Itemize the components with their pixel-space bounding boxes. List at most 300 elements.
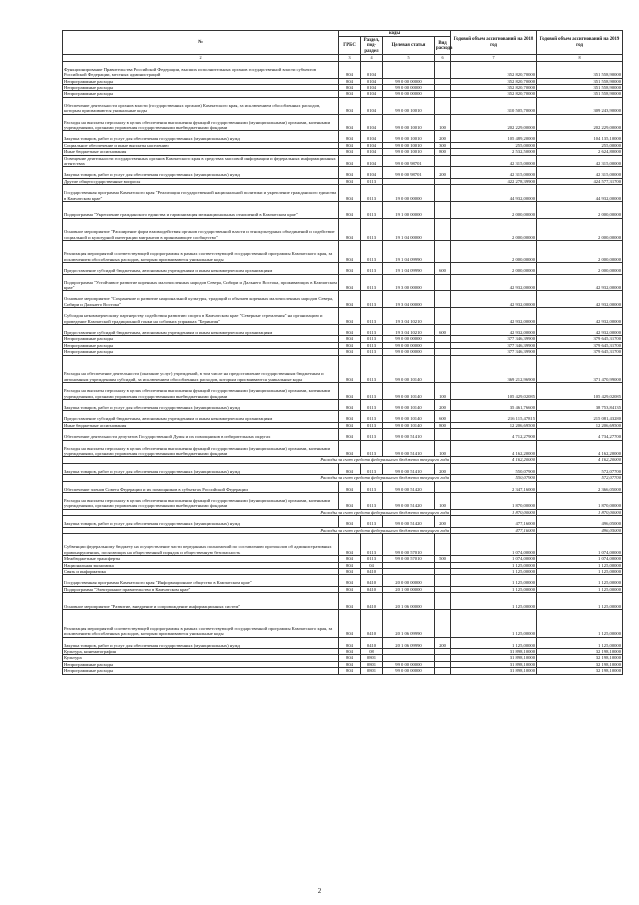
name-cell: Обеспечение деятельности органов власти (государственных органов) Камчатского края, за исключением обособленных расходов, которым присваиваются уникальные коды (63, 97, 339, 114)
name-cell: Государственная программа Камчатского края "Реализация государственной национальной политики и укрепление гражданского единства в Камчатском крае" (63, 185, 339, 202)
index-cell: 3 (339, 55, 361, 61)
cel-statya-cell: 99 0 00 10010 (383, 131, 435, 142)
table-row (63, 61, 623, 78)
table-body (63, 55, 623, 674)
amount-2019-cell: 351 558,90000 (537, 85, 623, 91)
name-cell: Социальное обеспечение и иные выплаты населению (63, 142, 339, 148)
razdel-cell: 0113 (361, 440, 383, 457)
razdel-cell: 0113 (361, 463, 383, 474)
table-row (63, 308, 623, 325)
vid-cell (435, 291, 451, 308)
name-cell: Обеспечение деятельности депутатов Государственной Думы и их помощников в избирательных округах (63, 429, 339, 440)
razdel-cell: 0801 (361, 661, 383, 667)
name-cell: Закупка товаров, работ и услуг для обеспечения государственных (муниципальных) нужд (63, 167, 339, 178)
amount-2018-cell: 352 820,70000 (451, 78, 537, 84)
razdel-cell: 0104 (361, 78, 383, 84)
amount-2018-cell: 377 346,39900 (451, 349, 537, 355)
cel-statya-cell: 20 1 06 00000 (383, 593, 435, 610)
vid-cell: 200 (435, 167, 451, 178)
razdel-cell: 04 (361, 562, 383, 568)
grbs-cell: 804 (339, 114, 361, 131)
grbs-cell: 804 (339, 637, 361, 648)
name-cell: Закупка товаров, работ и услуг для обеспечения государственных (муниципальных) нужд (63, 399, 339, 410)
amount-2018-cell: 422 278,39900 (451, 178, 537, 184)
cel-statya-cell: 99 0 00 00000 (383, 336, 435, 342)
grbs-cell: 804 (339, 91, 361, 97)
table-row (63, 440, 623, 457)
name-cell: Непрограммные расходы (63, 85, 339, 91)
amount-2018-cell: 1 074,00000 (451, 533, 537, 555)
amount-2018-cell: 352 820,70000 (451, 91, 537, 97)
amount-2018-cell: 255,00000 (451, 142, 537, 148)
amount-2019-cell: 379 645,31700 (537, 349, 623, 355)
vid-cell: 100 (435, 383, 451, 400)
name-cell: Расходы на выплаты персоналу в целях обеспечения выполнения функций государственными (муниципальными) органами, казенными учреждениями, органами управления государственными внебюджетными фондами (63, 383, 339, 400)
razdel-cell: 0113 (361, 263, 383, 274)
name-cell: Закупка товаров, работ и услуг для обеспечения государственных (муниципальных) нужд (63, 516, 339, 527)
table-row (63, 202, 623, 219)
grbs-cell: 804 (339, 668, 361, 674)
razdel-cell: 0801 (361, 655, 383, 661)
amount-2019-cell: 351 558,90000 (537, 61, 623, 78)
amount-2019-cell: 496,05000 (537, 516, 623, 527)
name-cell: Расходы на выплаты персоналу в целях обеспечения выполнения функций государственными (муниципальными) органами, казенными учреждениями, органами управления государственными внебюджетными фондами (63, 492, 339, 509)
vid-cell: 500 (435, 556, 451, 562)
name-cell: Закупка товаров, работ и услуг для обеспечения государственных (муниципальных) нужд (63, 637, 339, 648)
vid-cell (435, 202, 451, 219)
grbs-cell: 804 (339, 274, 361, 291)
amount-2018-cell: 352 820,70000 (451, 85, 537, 91)
cel-statya-cell: 19 3 04 10210 (383, 324, 435, 335)
razdel-cell: 0113 (361, 324, 383, 335)
name-cell: Государственная программа Камчатского края "Информационное общество в Камчатском крае" (63, 575, 339, 586)
amount-2018-cell: 377 346,39900 (451, 342, 537, 348)
amount-2019-cell: 2 000,00000 (537, 218, 623, 240)
name-cell: Реализация мероприятий соответствующей подпрограммы в рамках соответствующей государственной программы Камчатского края, за исключением обособленных расходов, которым присваиваются уникальные коды (63, 241, 339, 263)
razdel-cell: 0410 (361, 568, 383, 574)
cel-statya-cell: 99 0 00 10010 (383, 114, 435, 131)
amount-2018-cell: 550,07900 (451, 463, 537, 474)
vid-cell: 200 (435, 463, 451, 474)
vid-cell (435, 308, 451, 325)
amount-2018-cell: 35 461,76600 (451, 399, 537, 410)
cel-statya-cell: 99 0 00 00000 (383, 668, 435, 674)
name-cell: Подпрограмма "Укрепление гражданского единства и гармонизация межнациональных отношений в Камчатском крае" (63, 202, 339, 219)
name-cell: Культура, кинематография (63, 648, 339, 654)
razdel-cell: 0113 (361, 355, 383, 383)
amount-2018-cell: 1 125,00000 (451, 562, 537, 568)
razdel-cell: 0113 (361, 481, 383, 492)
grbs-cell: 804 (339, 167, 361, 178)
amount-2019-cell: 105 429,02085 (537, 383, 623, 400)
cel-statya-cell: 19 1 00 00000 (383, 202, 435, 219)
razdel-cell: 0410 (361, 593, 383, 610)
vid-cell (435, 241, 451, 263)
table-row (63, 411, 623, 422)
razdel-cell: 0104 (361, 85, 383, 91)
razdel-cell: 0113 (361, 308, 383, 325)
grbs-cell: 804 (339, 481, 361, 492)
name-cell: Обеспечение членов Совета Федерации и их помощников в субъектах Российской Федерации (63, 481, 339, 492)
razdel-cell: 0113 (361, 411, 383, 422)
vid-cell (435, 429, 451, 440)
cel-statya-cell: 20 0 00 00000 (383, 575, 435, 586)
cel-statya-cell: 99 0 00 00000 (383, 78, 435, 84)
grbs-cell: 804 (339, 291, 361, 308)
amount-2018-cell: 1 125,00000 (451, 575, 537, 586)
index-cell: 6 (435, 55, 451, 61)
table-row (63, 131, 623, 142)
cel-statya-cell: 19 3 04 10210 (383, 308, 435, 325)
grbs-cell: 804 (339, 609, 361, 637)
amount-2019-cell: 371 470,99000 (537, 355, 623, 383)
grbs-cell: 804 (339, 349, 361, 355)
vid-cell: 200 (435, 399, 451, 410)
name-cell: Непрограммные расходы (63, 336, 339, 342)
note-cell: Расходы за счет средств федерального бюджета текущего года (63, 475, 451, 481)
razdel-cell: 0113 (361, 291, 383, 308)
cel-statya-cell: 99 0 00 10140 (383, 422, 435, 428)
amount-2018-cell: 1 870,00000 (451, 492, 537, 509)
vid-cell (435, 155, 451, 167)
razdel-cell: 0113 (361, 429, 383, 440)
amount-2018-cell: 42 315,00000 (451, 167, 537, 178)
cel-statya-cell: 19 3 04 00000 (383, 291, 435, 308)
cel-statya-cell: 99 0 00 10140 (383, 411, 435, 422)
razdel-cell: 0113 (361, 422, 383, 428)
cel-statya-cell (383, 61, 435, 78)
name-cell: Расходы на обеспечение деятельности (оказание услуг) учреждений, в том числе на предоставление государственным бюджетным и автономным учреждениям субсидий, за исключением обособленных расходов, которым присваиваются уникальные коды (63, 355, 339, 383)
razdel-cell: 0104 (361, 142, 383, 148)
razdel-cell: 0410 (361, 609, 383, 637)
grbs-cell: 804 (339, 149, 361, 155)
razdel-cell: 0104 (361, 131, 383, 142)
cel-statya-cell: 99 0 00 57010 (383, 533, 435, 555)
amount-2019-cell: 12 206,69500 (537, 422, 623, 428)
cel-statya-cell: 99 0 00 98701 (383, 155, 435, 167)
grbs-cell: 804 (339, 533, 361, 555)
razdel-cell: 0113 (361, 241, 383, 263)
razdel-cell: 0113 (361, 202, 383, 219)
amount-2019-cell: 38 753,84135 (537, 399, 623, 410)
header-grbs: ГРБС (339, 37, 361, 55)
header-codes: коды (339, 31, 451, 37)
name-cell: Предоставление субсидий бюджетным, автономным учреждениям и иным некоммерческим организациям (63, 263, 339, 274)
vid-cell (435, 355, 451, 383)
amount-2018-cell: 202 229,00000 (451, 114, 537, 131)
vid-cell: 100 (435, 440, 451, 457)
cel-statya-cell: 20 1 06 09990 (383, 609, 435, 637)
cel-statya-cell: 99 0 00 10140 (383, 355, 435, 383)
amount-2019-cell: 202 229,00000 (537, 114, 623, 131)
amount-2018-cell: 369 212,96900 (451, 355, 537, 383)
grbs-cell: 804 (339, 155, 361, 167)
amount-2018-cell: 2 000,00000 (451, 202, 537, 219)
amount-2019-cell: 1 125,00000 (537, 586, 623, 592)
amount-2018-cell: 31 898,10000 (451, 648, 537, 654)
amount-2019-cell: 32 198,10000 (537, 648, 623, 654)
grbs-cell: 804 (339, 648, 361, 654)
razdel-cell: 0104 (361, 155, 383, 167)
note-cell: Расходы за счет средств федерального бюджета текущего года (63, 457, 451, 463)
amount-2019-cell: 42 315,00000 (537, 167, 623, 178)
note-cell: Расходы за счет средств федерального бюджета текущего года (63, 509, 451, 515)
amount-2019-cell: 351 558,90000 (537, 78, 623, 84)
budget-table (62, 30, 623, 675)
razdel-cell: 0410 (361, 575, 383, 586)
amount-2018-cell: 352 820,70000 (451, 61, 537, 78)
amount-2018-cell: 477,16000 (451, 516, 537, 527)
razdel-cell: 0113 (361, 383, 383, 400)
amount-2019-cell: 42 932,00000 (537, 308, 623, 325)
amount-2018-cell: 42 932,00000 (451, 324, 537, 335)
header-cel-statya: Целевая статья (383, 37, 435, 55)
amount-2018-cell: 31 898,10000 (451, 655, 537, 661)
amount-2018-cell: 42 932,00000 (451, 291, 537, 308)
razdel-cell: 0113 (361, 533, 383, 555)
amount-2019-cell: 42 932,00000 (537, 291, 623, 308)
note-cell: Расходы за счет средств федерального бюджета текущего года (63, 527, 451, 533)
grbs-cell: 804 (339, 399, 361, 410)
grbs-cell: 804 (339, 429, 361, 440)
amount-2019-cell: 1 125,00000 (537, 568, 623, 574)
razdel-cell: 0104 (361, 61, 383, 78)
amount-2018-cell: 4 162,20000 (451, 457, 537, 463)
table-row (63, 399, 623, 410)
grbs-cell: 804 (339, 336, 361, 342)
table-row (63, 185, 623, 202)
name-cell: Реализация мероприятий соответствующей подпрограммы в рамках соответствующей государственной программы Камчатского края, за исключением обособленных расходов, которым присваиваются уникальные коды (63, 609, 339, 637)
grbs-cell: 804 (339, 661, 361, 667)
grbs-cell: 804 (339, 411, 361, 422)
vid-cell (435, 533, 451, 555)
grbs-cell: 804 (339, 263, 361, 274)
vid-cell (435, 61, 451, 78)
name-cell: Иные бюджетные ассигнования (63, 149, 339, 155)
amount-2019-cell: 424 577,31700 (537, 178, 623, 184)
vid-cell: 800 (435, 149, 451, 155)
table-row (63, 263, 623, 274)
name-cell: Национальная экономика (63, 562, 339, 568)
razdel-cell: 0113 (361, 399, 383, 410)
amount-2019-cell: 32 198,10000 (537, 668, 623, 674)
cel-statya-cell: 20 1 00 00000 (383, 586, 435, 592)
name-cell: Основное мероприятие "Расширение форм взаимодействия органов государственной власти и этнокультурных объединений и содействие социальной и культурной интеграции мигрантов в принимающее сообщество" (63, 218, 339, 240)
table-row (63, 575, 623, 586)
amount-2019-cell: 32 198,10000 (537, 661, 623, 667)
grbs-cell: 804 (339, 575, 361, 586)
header-razdel: Раздел, под-раздел (361, 37, 383, 55)
grbs-cell: 804 (339, 593, 361, 610)
vid-cell (435, 97, 451, 114)
cel-statya-cell: 99 0 00 00000 (383, 85, 435, 91)
page-number: 2 (317, 887, 322, 895)
grbs-cell: 804 (339, 440, 361, 457)
vid-cell: 200 (435, 637, 451, 648)
amount-2018-cell: 1 125,00000 (451, 637, 537, 648)
razdel-cell: 0113 (361, 274, 383, 291)
vid-cell (435, 609, 451, 637)
table-row (63, 383, 623, 400)
index-cell: 8 (537, 55, 623, 61)
amount-2018-cell: 31 898,10000 (451, 668, 537, 674)
grbs-cell: 804 (339, 178, 361, 184)
index-cell: 2 (63, 55, 339, 61)
amount-2019-cell: 2 000,00000 (537, 202, 623, 219)
name-cell: Основное мероприятие "Сохранение и развитие национальной культуры, традиций и обычаев коренных малочисленных народов Севера, Сибири и Дальнего Востока" (63, 291, 339, 308)
table-row (63, 481, 623, 492)
cel-statya-cell: 99 0 00 10010 (383, 142, 435, 148)
amount-2019-cell: 351 558,90000 (537, 91, 623, 97)
amount-2018-cell: 377 346,39900 (451, 336, 537, 342)
amount-2018-cell: 216 115,47815 (451, 411, 537, 422)
amount-2019-cell: 42 315,00000 (537, 155, 623, 167)
vid-cell: 600 (435, 324, 451, 335)
table-row (63, 167, 623, 178)
index-cell: 5 (383, 55, 435, 61)
razdel-cell: 0104 (361, 149, 383, 155)
table-row (63, 324, 623, 335)
name-cell: Иные бюджетные ассигнования (63, 422, 339, 428)
cel-statya-cell: 99 0 00 57010 (383, 556, 435, 562)
vid-cell: 600 (435, 411, 451, 422)
name-cell: Закупка товаров, работ и услуг для обеспечения государственных (муниципальных) нужд (63, 131, 339, 142)
grbs-cell: 804 (339, 131, 361, 142)
name-cell: Межбюджетные трансферты (63, 556, 339, 562)
amount-2018-cell: 1 125,00000 (451, 586, 537, 592)
amount-2019-cell: 379 645,31700 (537, 336, 623, 342)
amount-2019-cell: 42 932,00000 (537, 274, 623, 291)
grbs-cell: 804 (339, 562, 361, 568)
table-row (63, 114, 623, 131)
table-row (63, 516, 623, 527)
grbs-cell: 804 (339, 568, 361, 574)
grbs-cell: 804 (339, 324, 361, 335)
cel-statya-cell: 99 0 00 00000 (383, 661, 435, 667)
amount-2018-cell: 1 870,00000 (451, 509, 537, 515)
name-cell: Субсидия некоммерческому партнерству содействия развитию спорта в Камчатском крае "Северные стремления" на организацию и проведение Камчатской традиционной гонки на собачьих упряжках "Берингия" (63, 308, 339, 325)
vid-cell: 200 (435, 516, 451, 527)
cel-statya-cell: 19 1 04 09990 (383, 241, 435, 263)
table-row (63, 463, 623, 474)
amount-2019-cell: 104 135,10000 (537, 131, 623, 142)
vid-cell: 100 (435, 492, 451, 509)
vid-cell (435, 185, 451, 202)
amount-2018-cell: 1 074,00000 (451, 556, 537, 562)
amount-2019-cell: 496,05000 (537, 527, 623, 533)
razdel-cell: 0113 (361, 185, 383, 202)
amount-2018-cell: 1 125,00000 (451, 568, 537, 574)
cel-statya-cell: 99 0 00 10140 (383, 399, 435, 410)
table-row (63, 668, 623, 674)
amount-2019-cell: 4 162,20000 (537, 440, 623, 457)
razdel-cell: 0104 (361, 97, 383, 114)
grbs-cell: 804 (339, 556, 361, 562)
razdel-cell: 0113 (361, 342, 383, 348)
amount-2018-cell: 105 489,20000 (451, 131, 537, 142)
grbs-cell: 804 (339, 308, 361, 325)
amount-2018-cell: 31 898,10000 (451, 661, 537, 667)
header-year-2019: Годовой объем ассигнований на 2019 год (537, 31, 623, 55)
name-cell: Непрограммные расходы (63, 342, 339, 348)
header-num: № (63, 31, 339, 55)
amount-2019-cell: 309 243,90000 (537, 97, 623, 114)
table-row (63, 609, 623, 637)
amount-2018-cell: 2 347,16000 (451, 481, 537, 492)
vid-cell: 600 (435, 263, 451, 274)
amount-2019-cell: 44 932,00000 (537, 185, 623, 202)
amount-2019-cell: 42 932,00000 (537, 324, 623, 335)
amount-2019-cell: 1 125,00000 (537, 609, 623, 637)
cel-statya-cell: 99 0 00 51420 (383, 492, 435, 509)
cel-statya-cell: 19 1 04 00000 (383, 218, 435, 240)
table-row (63, 218, 623, 240)
razdel-cell: 0113 (361, 218, 383, 240)
amount-2018-cell: 44 932,00000 (451, 185, 537, 202)
name-cell: Связь и информатика (63, 568, 339, 574)
cel-statya-cell: 99 0 00 00000 (383, 349, 435, 355)
table-row (63, 291, 623, 308)
amount-2019-cell: 1 125,00000 (537, 575, 623, 586)
grbs-cell: 804 (339, 586, 361, 592)
table-row (63, 155, 623, 167)
grbs-cell: 804 (339, 422, 361, 428)
vid-cell (435, 218, 451, 240)
vid-cell: 300 (435, 142, 451, 148)
cel-statya-cell: 19 0 00 00000 (383, 185, 435, 202)
amount-2018-cell: 477,16000 (451, 527, 537, 533)
amount-2018-cell: 310 505,70000 (451, 97, 537, 114)
table-row (63, 593, 623, 610)
name-cell: Основное мероприятие "Развитие, внедрение и сопровождение информационных систем" (63, 593, 339, 610)
amount-2019-cell: 572,07700 (537, 475, 623, 481)
index-cell: 7 (451, 55, 537, 61)
razdel-cell: 0104 (361, 114, 383, 131)
grbs-cell: 804 (339, 142, 361, 148)
table-row (63, 274, 623, 291)
razdel-cell: 0113 (361, 336, 383, 342)
amount-2019-cell: 2 000,00000 (537, 263, 623, 274)
amount-2018-cell: 4 712,27900 (451, 429, 537, 440)
grbs-cell: 804 (339, 185, 361, 202)
cel-statya-cell: 99 0 00 51410 (383, 463, 435, 474)
name-cell: Подпрограмма "Устойчивое развитие коренных малочисленных народов Севера, Сибири и Дальнего Востока, проживающих в Камчатском крае" (63, 274, 339, 291)
vid-cell (435, 593, 451, 610)
cel-statya-cell: 19 1 04 09990 (383, 263, 435, 274)
razdel-cell: 0113 (361, 492, 383, 509)
amount-2019-cell: 1 074,00000 (537, 556, 623, 562)
cel-statya-cell: 99 0 00 51420 (383, 481, 435, 492)
index-cell: 4 (361, 55, 383, 61)
name-cell: Субвенции федеральному бюджету на осуществление части переданных полномочий по составлению протоколов об административных правонарушениях, посягающих на общественный порядок и общественную безопасность (63, 533, 339, 555)
grbs-cell: 804 (339, 463, 361, 474)
razdel-cell: 0113 (361, 349, 383, 355)
amount-2019-cell: 1 074,00000 (537, 533, 623, 555)
amount-2018-cell: 2 000,00000 (451, 241, 537, 263)
name-cell: Другие общегосударственные вопросы (63, 178, 339, 184)
grbs-cell: 804 (339, 383, 361, 400)
name-cell: Подпрограмма "Электронное правительство в Камчатском крае" (63, 586, 339, 592)
vid-cell: 800 (435, 422, 451, 428)
amount-2019-cell: 1 125,00000 (537, 593, 623, 610)
table-row (63, 637, 623, 648)
name-cell: Расходы на выплаты персоналу в целях обеспечения выполнения функций государственными (муниципальными) органами, казенными учреждениями, органами управления государственными внебюджетными фондами (63, 114, 339, 131)
name-cell: Непрограммные расходы (63, 91, 339, 97)
amount-2019-cell: 215 081,43280 (537, 411, 623, 422)
name-cell: Освещение деятельности государственных органов Камчатского края в средствах массовой информации и федеральных информационных агентствах (63, 155, 339, 167)
amount-2018-cell: 12 206,69500 (451, 422, 537, 428)
amount-2019-cell: 4 162,20000 (537, 457, 623, 463)
